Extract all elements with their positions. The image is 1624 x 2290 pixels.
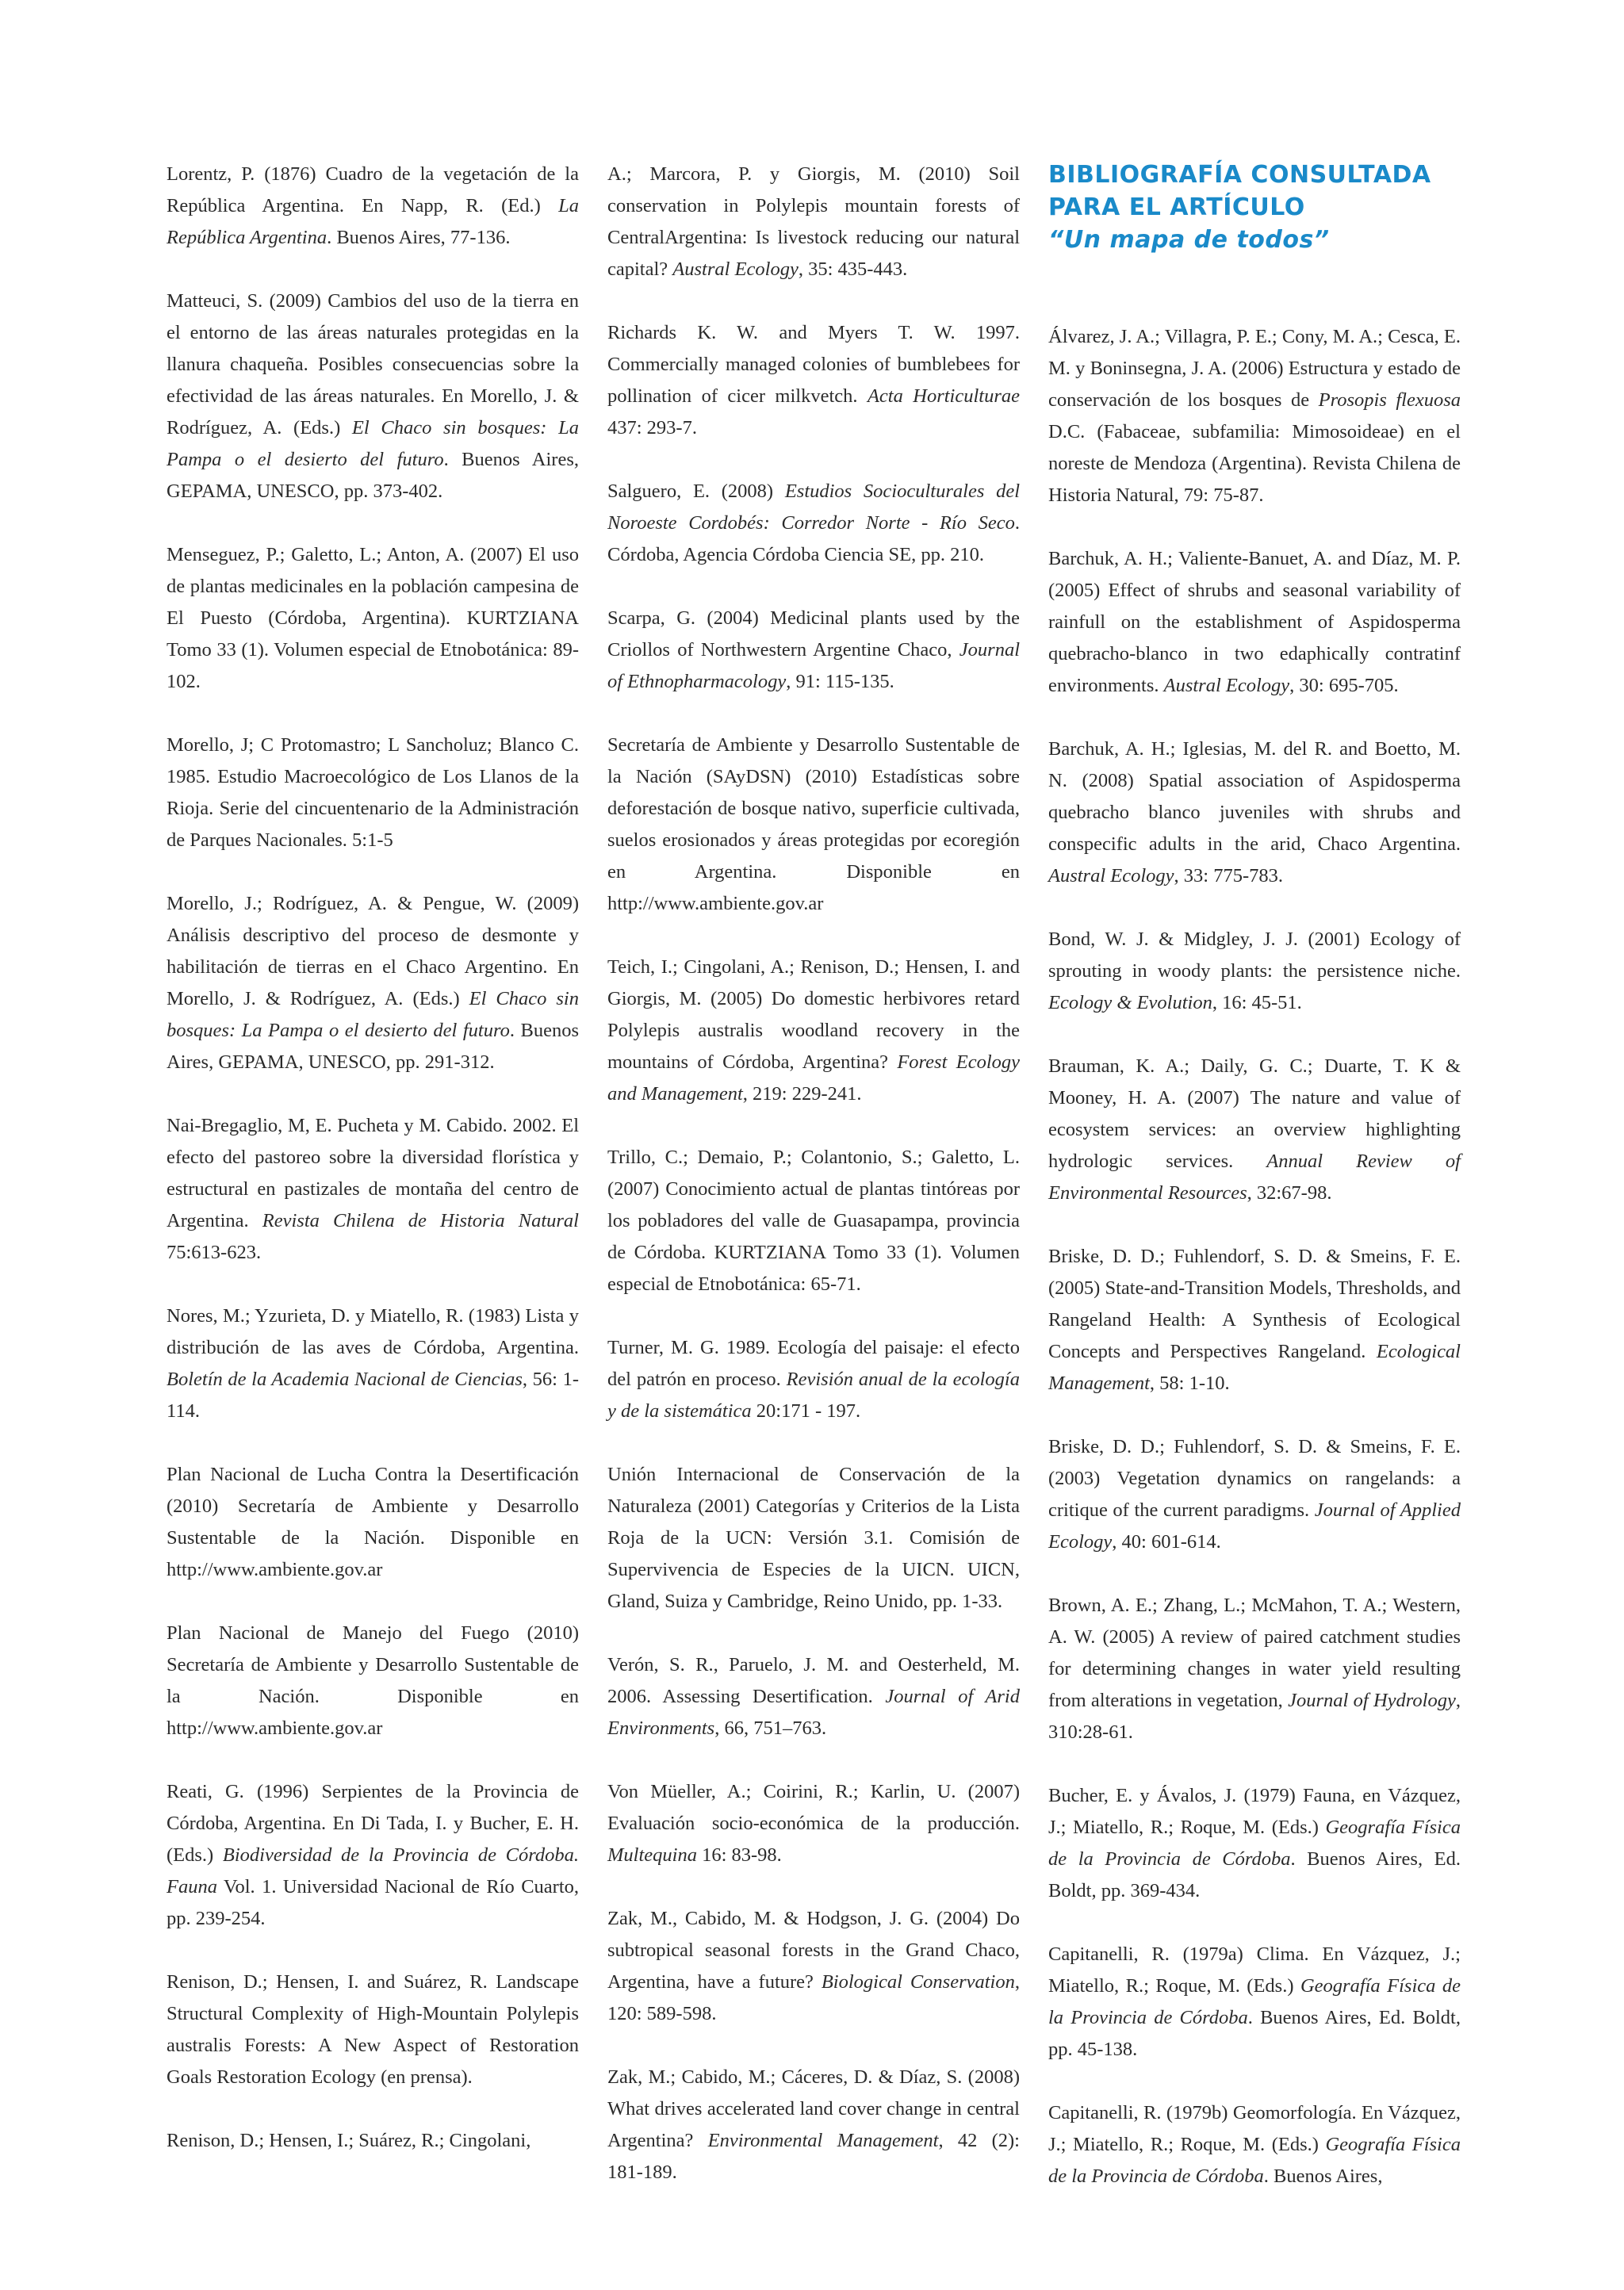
reference-italic-title: Environmental Management <box>707 2130 939 2151</box>
reference-entry <box>607 1459 1020 1618</box>
reference-text: , 32:67-98. <box>1247 1182 1332 1204</box>
reference-text: Verón, S. R., Paruelo, J. M. and Oesterheld, M. 2006. Assessing Desertification. <box>607 1654 1020 1707</box>
reference-entry <box>1048 1431 1461 1558</box>
reference-text: Capitanelli, R. (1979b) Geomorfología. En Vázquez, J.; Miatello, R.; Roque, M. (Eds.) <box>1048 2102 1461 2155</box>
reference-entry <box>607 317 1020 444</box>
reference-italic-title: Revisión anual de la ecología y de la sistemática <box>607 1369 1020 1422</box>
reference-text: , 16: 45-51. <box>1212 992 1302 1013</box>
reference-entry <box>167 285 579 507</box>
reference-italic-title: Prosopis flexuosa <box>1318 389 1461 411</box>
reference-italic-title: Journal of Arid Environments <box>607 1686 1020 1739</box>
reference-italic-title: Annual Review of Environmental Resources <box>1048 1151 1461 1204</box>
reference-italic-title: Ecological Management <box>1048 1341 1461 1394</box>
reference-entry <box>1048 2097 1461 2192</box>
reference-text: Álvarez, J. A.; Villagra, P. E.; Cony, M. A.; Cesca, E. M. y Boninsegna, J. A. (2006) Estructura y estado de conservación de los bosques de <box>1048 326 1461 411</box>
reference-entry <box>607 2062 1020 2189</box>
reference-entry <box>167 1110 579 1269</box>
reference-text: , 120: 589-598. <box>607 1971 1020 2024</box>
reference-text: . Buenos Aires, GEPAMA, UNESCO, pp. 373-402. <box>167 449 579 502</box>
reference-italic-title: Geografía Física de la Provincia de Córdoba <box>1048 1817 1461 1870</box>
heading-line-2: PARA EL ARTÍCULO <box>1048 193 1305 221</box>
reference-italic-title: Geografía Física de la Provincia de Córdoba <box>1048 2134 1461 2187</box>
reference-text: Nores, M.; Yzurieta, D. y Miatello, R. (1983) Lista y distribución de las aves de Córdoba, Argentina. <box>167 1305 579 1358</box>
reference-text: Bucher, E. y Ávalos, J. (1979) Fauna, en Vázquez, J.; Miatello, R.; Roque, M. (Eds.) <box>1048 1785 1461 1838</box>
reference-text: Lorentz, P. (1876) Cuadro de la vegetación de la República Argentina. En Napp, R. (Ed.) <box>167 163 579 216</box>
reference-entry <box>167 1618 579 1744</box>
reference-entry <box>167 539 579 698</box>
reference-column-1 <box>167 159 579 2189</box>
reference-text: , 219: 229-241. <box>742 1083 862 1105</box>
reference-text: Brown, A. E.; Zhang, L.; McMahon, T. A.; Western, A. W. (2005) A review of paired catchment studies for determining changes in water yield resulting from alterations in vegetation, <box>1048 1595 1461 1711</box>
reference-entry <box>1048 321 1461 511</box>
reference-italic-title: Journal of Applied Ecology <box>1048 1499 1461 1553</box>
reference-text: , 56: 1-114. <box>167 1369 579 1422</box>
reference-text: . Buenos Aires, <box>1263 2166 1383 2187</box>
reference-column-2 <box>607 159 1020 2220</box>
reference-text: Teich, I.; Cingolani, A.; Renison, D.; Hensen, I. and Giorgis, M. (2005) Do domestic herbivores retard Polylepis australis woodland recovery in the mountains of Córdoba, Argentina? <box>607 956 1020 1073</box>
reference-entry <box>167 888 579 1078</box>
reference-italic-title: Ecology & Evolution <box>1048 992 1212 1013</box>
heading-line-1: BIBLIOGRAFÍA CONSULTADA <box>1048 161 1431 189</box>
reference-entry <box>167 1966 579 2093</box>
reference-text: 437: 293-7. <box>607 417 697 438</box>
reference-text: Turner, M. G. 1989. Ecología del paisaje: el efecto del patrón en proceso. <box>607 1337 1020 1390</box>
reference-entry <box>1048 543 1461 702</box>
reference-text: , 58: 1-10. <box>1149 1373 1230 1394</box>
heading-subtitle: “Un mapa de todos” <box>1048 226 1330 254</box>
reference-text: Renison, D.; Hensen, I.; Suárez, R.; Cingolani, <box>167 2130 531 2151</box>
reference-text: , 35: 435-443. <box>798 258 908 280</box>
reference-text: Richards K. W. and Myers T. W. 1997. Commercially managed colonies of bumblebees for pollination of cicer milkvetch. <box>607 322 1020 407</box>
reference-italic-title: La República Argentina <box>167 195 579 248</box>
reference-text: , 42 (2): 181-189. <box>607 2130 1020 2183</box>
reference-text: , 66, 751–763. <box>714 1718 827 1739</box>
reference-italic-title: Acta Horticulturae <box>867 385 1020 407</box>
reference-text: Menseguez, P.; Galetto, L.; Anton, A. (2007) El uso de plantas medicinales en la población campesina de El Puesto (Córdoba, Argentina). KURTZIANA Tomo 33 (1). Volumen especial de Etnobotánica: 89-102. <box>167 544 579 692</box>
reference-text: Trillo, C.; Demaio, P.; Colantonio, S.; Galetto, L. (2007) Conocimiento actual de plantas tintóreas por los pobladores del valle de Guasapampa, provincia de Córdoba. KURTZIANA Tomo 33 (1). Volumen especial de Etnobotánica: 65-71. <box>607 1147 1020 1295</box>
reference-text: Scarpa, G. (2004) Medicinal plants used by the Criollos of Northwestern Argentine Chaco, <box>607 607 1020 661</box>
reference-entry <box>167 730 579 856</box>
reference-text: Nai-Bregaglio, M, E. Pucheta y M. Cabido. 2002. El efecto del pastoreo sobre la diversidad florística y estructural en pastizales de montaña del centro de Argentina. <box>167 1115 579 1231</box>
reference-text: Plan Nacional de Lucha Contra la Desertificación (2010) Secretaría de Ambiente y Desarrollo Sustentable de la Nación. Disponible en http://www.ambiente.gov.ar <box>167 1464 579 1580</box>
reference-entry <box>167 1300 579 1427</box>
reference-entry <box>607 730 1020 920</box>
reference-text: . Buenos Aires, Ed. Boldt, pp. 45-138. <box>1048 2007 1461 2060</box>
reference-entry <box>1048 924 1461 1019</box>
reference-entry <box>607 952 1020 1110</box>
reference-text: Secretaría de Ambiente y Desarrollo Sustentable de la Nación (SAyDSN) (2010) Estadísticas sobre deforestación de bosque nativo, superficie cultivada, suelos erosionados y áreas protegidas por ecoregión en Argentina. Disponible en http://www.ambiente.gov.ar <box>607 734 1020 914</box>
reference-text: . Buenos Aires, Ed. Boldt, pp. 369-434. <box>1048 1848 1461 1901</box>
reference-text: Salguero, E. (2008) <box>607 481 785 502</box>
reference-entry <box>607 159 1020 285</box>
reference-italic-title: Boletín de la Academia Nacional de Ciencias <box>167 1369 523 1390</box>
reference-text: 75:613-623. <box>167 1242 262 1263</box>
reference-entry <box>1048 1241 1461 1400</box>
reference-entry <box>607 1142 1020 1300</box>
reference-entry <box>1048 1780 1461 1907</box>
reference-text: , 33: 775-783. <box>1174 865 1284 887</box>
reference-text: . Buenos Aires, GEPAMA, UNESCO, pp. 291-312. <box>167 1020 580 1073</box>
reference-entry <box>1048 1939 1461 2066</box>
reference-text: Vol. 1. Universidad Nacional de Río Cuarto, pp. 239-254. <box>167 1876 579 1929</box>
reference-italic-title: Austral Ecology <box>1163 675 1290 696</box>
reference-entry <box>607 1649 1020 1744</box>
reference-italic-title: Estudios Socioculturales del Noroeste Cordobés: Corredor Norte - Río Seco <box>607 481 1021 534</box>
reference-entry <box>607 1332 1020 1427</box>
reference-entry <box>1048 1590 1461 1748</box>
reference-entry <box>167 1459 579 1586</box>
reference-entry <box>1048 1051 1461 1209</box>
reference-entry <box>607 1903 1020 2030</box>
reference-text: Barchuk, A. H.; Valiente-Banuet, A. and Díaz, M. P. (2005) Effect of shrubs and seasonal variability of rainfull on the establishment of Aspidosperma quebracho-blanco in two edaphically contratinf environments. <box>1048 548 1461 696</box>
section-heading <box>1048 159 1461 256</box>
reference-text: Plan Nacional de Manejo del Fuego (2010) Secretaría de Ambiente y Desarrollo Sustentable de la Nación. Disponible en http://www.ambiente.gov.ar <box>167 1622 579 1739</box>
reference-text: Briske, D. D.; Fuhlendorf, S. D. & Smeins, F. E. (2003) Vegetation dynamics on rangelands: a critique of the current paradigms. <box>1048 1436 1461 1521</box>
reference-entry <box>167 1776 579 1935</box>
reference-entry <box>607 1776 1020 1871</box>
reference-text: Zak, M.; Cabido, M.; Cáceres, D. & Díaz, S. (2008) What drives accelerated land cover change in central Argentina? <box>607 2066 1020 2151</box>
reference-italic-title: Forest Ecology and Management <box>607 1051 1020 1105</box>
reference-italic-title: Austral Ecology <box>672 258 799 280</box>
reference-text: D.C. (Fabaceae, subfamilia: Mimosoideae) en el noreste de Mendoza (Argentina). Revista Chilena de Historia Natural, 79: 75-87. <box>1048 421 1461 506</box>
reference-text: Bond, W. J. & Midgley, J. J. (2001) Ecology of sprouting in woody plants: the persistence niche. <box>1048 929 1461 982</box>
reference-italic-title: El Chaco sin bosques: La Pampa o el desierto del futuro <box>167 417 579 470</box>
reference-text: Barchuk, A. H.; Iglesias, M. del R. and Boetto, M. N. (2008) Spatial association of Aspidosperma quebracho blanco juveniles with shrubs and conspecific adults in the arid, Chaco Argentina. <box>1048 738 1461 855</box>
reference-text: Renison, D.; Hensen, I. and Suárez, R. Landscape Structural Complexity of High-Mountain Polylepis australis Forests: A New Aspect of Restoration Goals Restoration Ecology (en prensa). <box>167 1971 579 2088</box>
reference-text: , 30: 695-705. <box>1289 675 1399 696</box>
reference-text: Reati, G. (1996) Serpientes de la Provincia de Córdoba, Argentina. En Di Tada, I. y Bucher, E. H. (Eds.) <box>167 1781 579 1866</box>
reference-text: Capitanelli, R. (1979a) Clima. En Vázquez, J.; Miatello, R.; Roque, M. (Eds.) <box>1048 1943 1461 1997</box>
reference-column-3 <box>1048 159 1461 2224</box>
reference-text: Morello, J.; Rodríguez, A. & Pengue, W. (2009) Análisis descriptivo del proceso de desmonte y habilitación de tierras en el Chaco Argentino. En Morello, J. & Rodríguez, A. (Eds.) <box>167 893 579 1009</box>
reference-text: A.; Marcora, P. y Giorgis, M. (2010) Soil conservation in Polylepis mountain forests of CentralArgentina: Is livestock reducing our natural capital? <box>607 163 1020 280</box>
reference-italic-title: Journal of Hydrology <box>1288 1690 1456 1711</box>
reference-text: Morello, J; C Protomastro; L Sancholuz; Blanco C. 1985. Estudio Macroecológico de Los Llanos de la Rioja. Serie del cincuentenario de la Administración de Parques Nacionales. 5:1-5 <box>167 734 579 851</box>
reference-entry <box>607 603 1020 698</box>
reference-entry <box>167 2125 579 2157</box>
reference-text: 16: 83-98. <box>696 1844 782 1866</box>
reference-italic-title: El Chaco sin bosques: La Pampa o el desierto del futuro <box>167 988 579 1041</box>
reference-text: Zak, M., Cabido, M. & Hodgson, J. G. (2004) Do subtropical seasonal forests in the Grand Chaco, Argentina, have a future? <box>607 1908 1020 1993</box>
reference-text: Brauman, K. A.; Daily, G. C.; Duarte, T. K & Mooney, H. A. (2007) The nature and value of ecosystem services: an overview highlighting hydrologic services. <box>1048 1055 1461 1172</box>
reference-entry <box>1048 733 1461 892</box>
reference-entry <box>167 159 579 254</box>
reference-italic-title: Biodiversidad de la Provincia de Córdoba. Fauna <box>167 1844 579 1897</box>
reference-entry <box>607 476 1020 571</box>
reference-text: , 91: 115-135. <box>786 671 894 692</box>
reference-text: . Córdoba, Agencia Córdoba Ciencia SE, pp. 210. <box>607 512 1020 565</box>
reference-text: , 40: 601-614. <box>1112 1531 1221 1553</box>
reference-italic-title: Revista Chilena de Historia Natural <box>262 1210 579 1231</box>
reference-italic-title: Austral Ecology <box>1048 865 1174 887</box>
reference-text: Von Müeller, A.; Coirini, R.; Karlin, U. (2007) Evaluación socio-económica de la producción. <box>607 1781 1020 1834</box>
reference-text: 20:171 - 197. <box>751 1400 861 1422</box>
reference-text: . Buenos Aires, 77-136. <box>327 227 511 248</box>
reference-italic-title: Geografía Física de la Provincia de Córdoba <box>1048 1975 1461 2028</box>
reference-text: Unión Internacional de Conservación de la Naturaleza (2001) Categorías y Criterios de la Lista Roja de la UCN: Versión 3.1. Comisión de Supervivencia de Especies de la UICN. UICN, Gland, Suiza y Cambridge, Reino Unido, pp. 1-33. <box>607 1464 1020 1612</box>
reference-text: Matteuci, S. (2009) Cambios del uso de la tierra en el entorno de las áreas naturales protegidas en la llanura chaqueña. Posibles consecuencias sobre la efectividad de las áreas naturales. En Morello, J. & Rodríguez, A. (Eds.) <box>167 290 579 438</box>
reference-text: , 310:28-61. <box>1048 1690 1461 1743</box>
reference-italic-title: Journal of Ethnopharmacology <box>607 639 1020 692</box>
reference-italic-title: Biological Conservation <box>821 1971 1015 1993</box>
reference-text: Briske, D. D.; Fuhlendorf, S. D. & Smeins, F. E. (2005) State-and-Transition Models, Thresholds, and Rangeland Health: A Synthesis of Ecological Concepts and Perspectives Rangeland. <box>1048 1246 1461 1362</box>
reference-italic-title: Multequina <box>607 1844 697 1866</box>
